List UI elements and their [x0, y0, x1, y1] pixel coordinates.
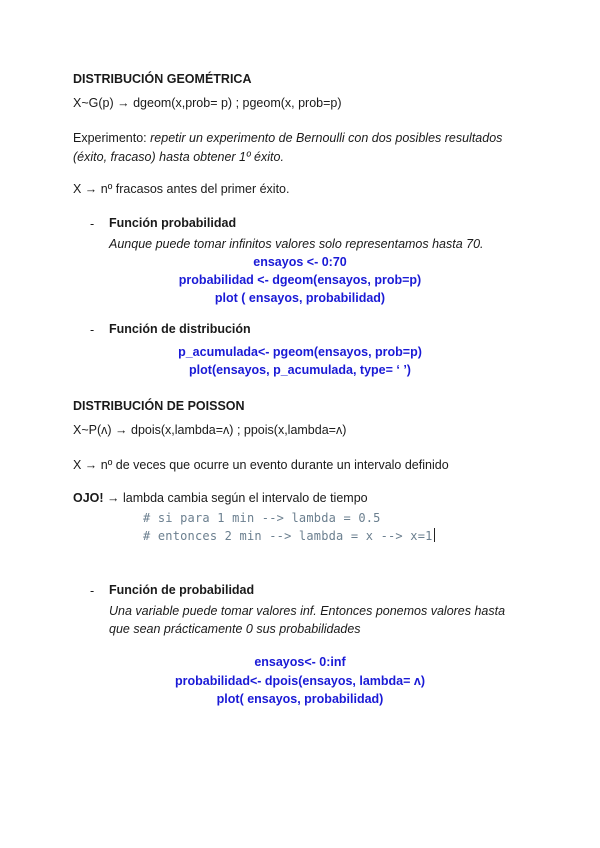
pois-prob-note-1: Una variable puede tomar valores inf. Entonces ponemos valores hasta: [109, 604, 506, 618]
poisson-x-definition: X → nº de veces que ocurre un evento durante un intervalo definido: [73, 458, 449, 472]
pois-prob-note-2: que sean prácticamente 0 sus probabilidades: [109, 622, 361, 636]
code-comment: # si para 1 min --> lambda = 0.5: [143, 511, 381, 525]
code-line: plot(ensayos, p_acumulada, type= ‘ ’): [189, 363, 411, 377]
ojo-text: → lambda cambia según el intervalo de tiempo: [103, 491, 368, 505]
geometric-x-definition: X → nº fracasos antes del primer éxito.: [73, 182, 290, 196]
pois-prob-heading: Función de probabilidad: [109, 583, 255, 597]
code-line: ensayos<- 0:inf: [254, 655, 346, 669]
geom-prob-heading: Función probabilidad: [109, 216, 237, 230]
geom-dist-heading: Función de distribución: [109, 322, 251, 336]
bullet-dash: -: [90, 323, 95, 337]
code-comment: # entonces 2 min --> lambda = x --> x=1: [143, 529, 433, 543]
experiment-line-2: (éxito, fracaso) hasta obtener 1º éxito.: [73, 150, 284, 164]
geom-prob-note: Aunque puede tomar infinitos valores solo representamos hasta 70.: [109, 237, 484, 251]
code-line: plot( ensayos, probabilidad): [216, 692, 384, 706]
experiment-text-1: repetir un experimento de Bernoulli con dos posibles resultados: [150, 131, 503, 145]
ojo-line: [73, 491, 368, 505]
code-line: plot ( ensayos, probabilidad): [214, 291, 386, 305]
code-comment-line-2: [143, 528, 435, 543]
code-line: probabilidad<- dpois(ensayos, lambda= ʌ): [174, 674, 426, 688]
poisson-notation: X~P(ʌ) → dpois(x,lambda=ʌ) ; ppois(x,lambda=ʌ): [73, 423, 347, 437]
geometric-notation: X~G(p) → dgeom(x,prob= p) ; pgeom(x, prob=p): [73, 96, 342, 110]
bullet-dash: -: [90, 217, 95, 231]
code-line: ensayos <- 0:70: [253, 255, 347, 269]
ojo-label: OJO!: [73, 491, 104, 505]
bullet-dash: -: [90, 584, 95, 598]
experiment-line-1: [73, 131, 502, 145]
code-line: probabilidad <- dgeom(ensayos, prob=p): [178, 273, 422, 287]
code-line: p_acumulada<- pgeom(ensayos, prob=p): [178, 345, 422, 359]
experiment-label: Experimento:: [73, 131, 151, 145]
geometric-title: DISTRIBUCIÓN GEOMÉTRICA: [73, 72, 252, 86]
text-cursor: [434, 528, 436, 542]
poisson-title: DISTRIBUCIÓN DE POISSON: [73, 399, 245, 413]
